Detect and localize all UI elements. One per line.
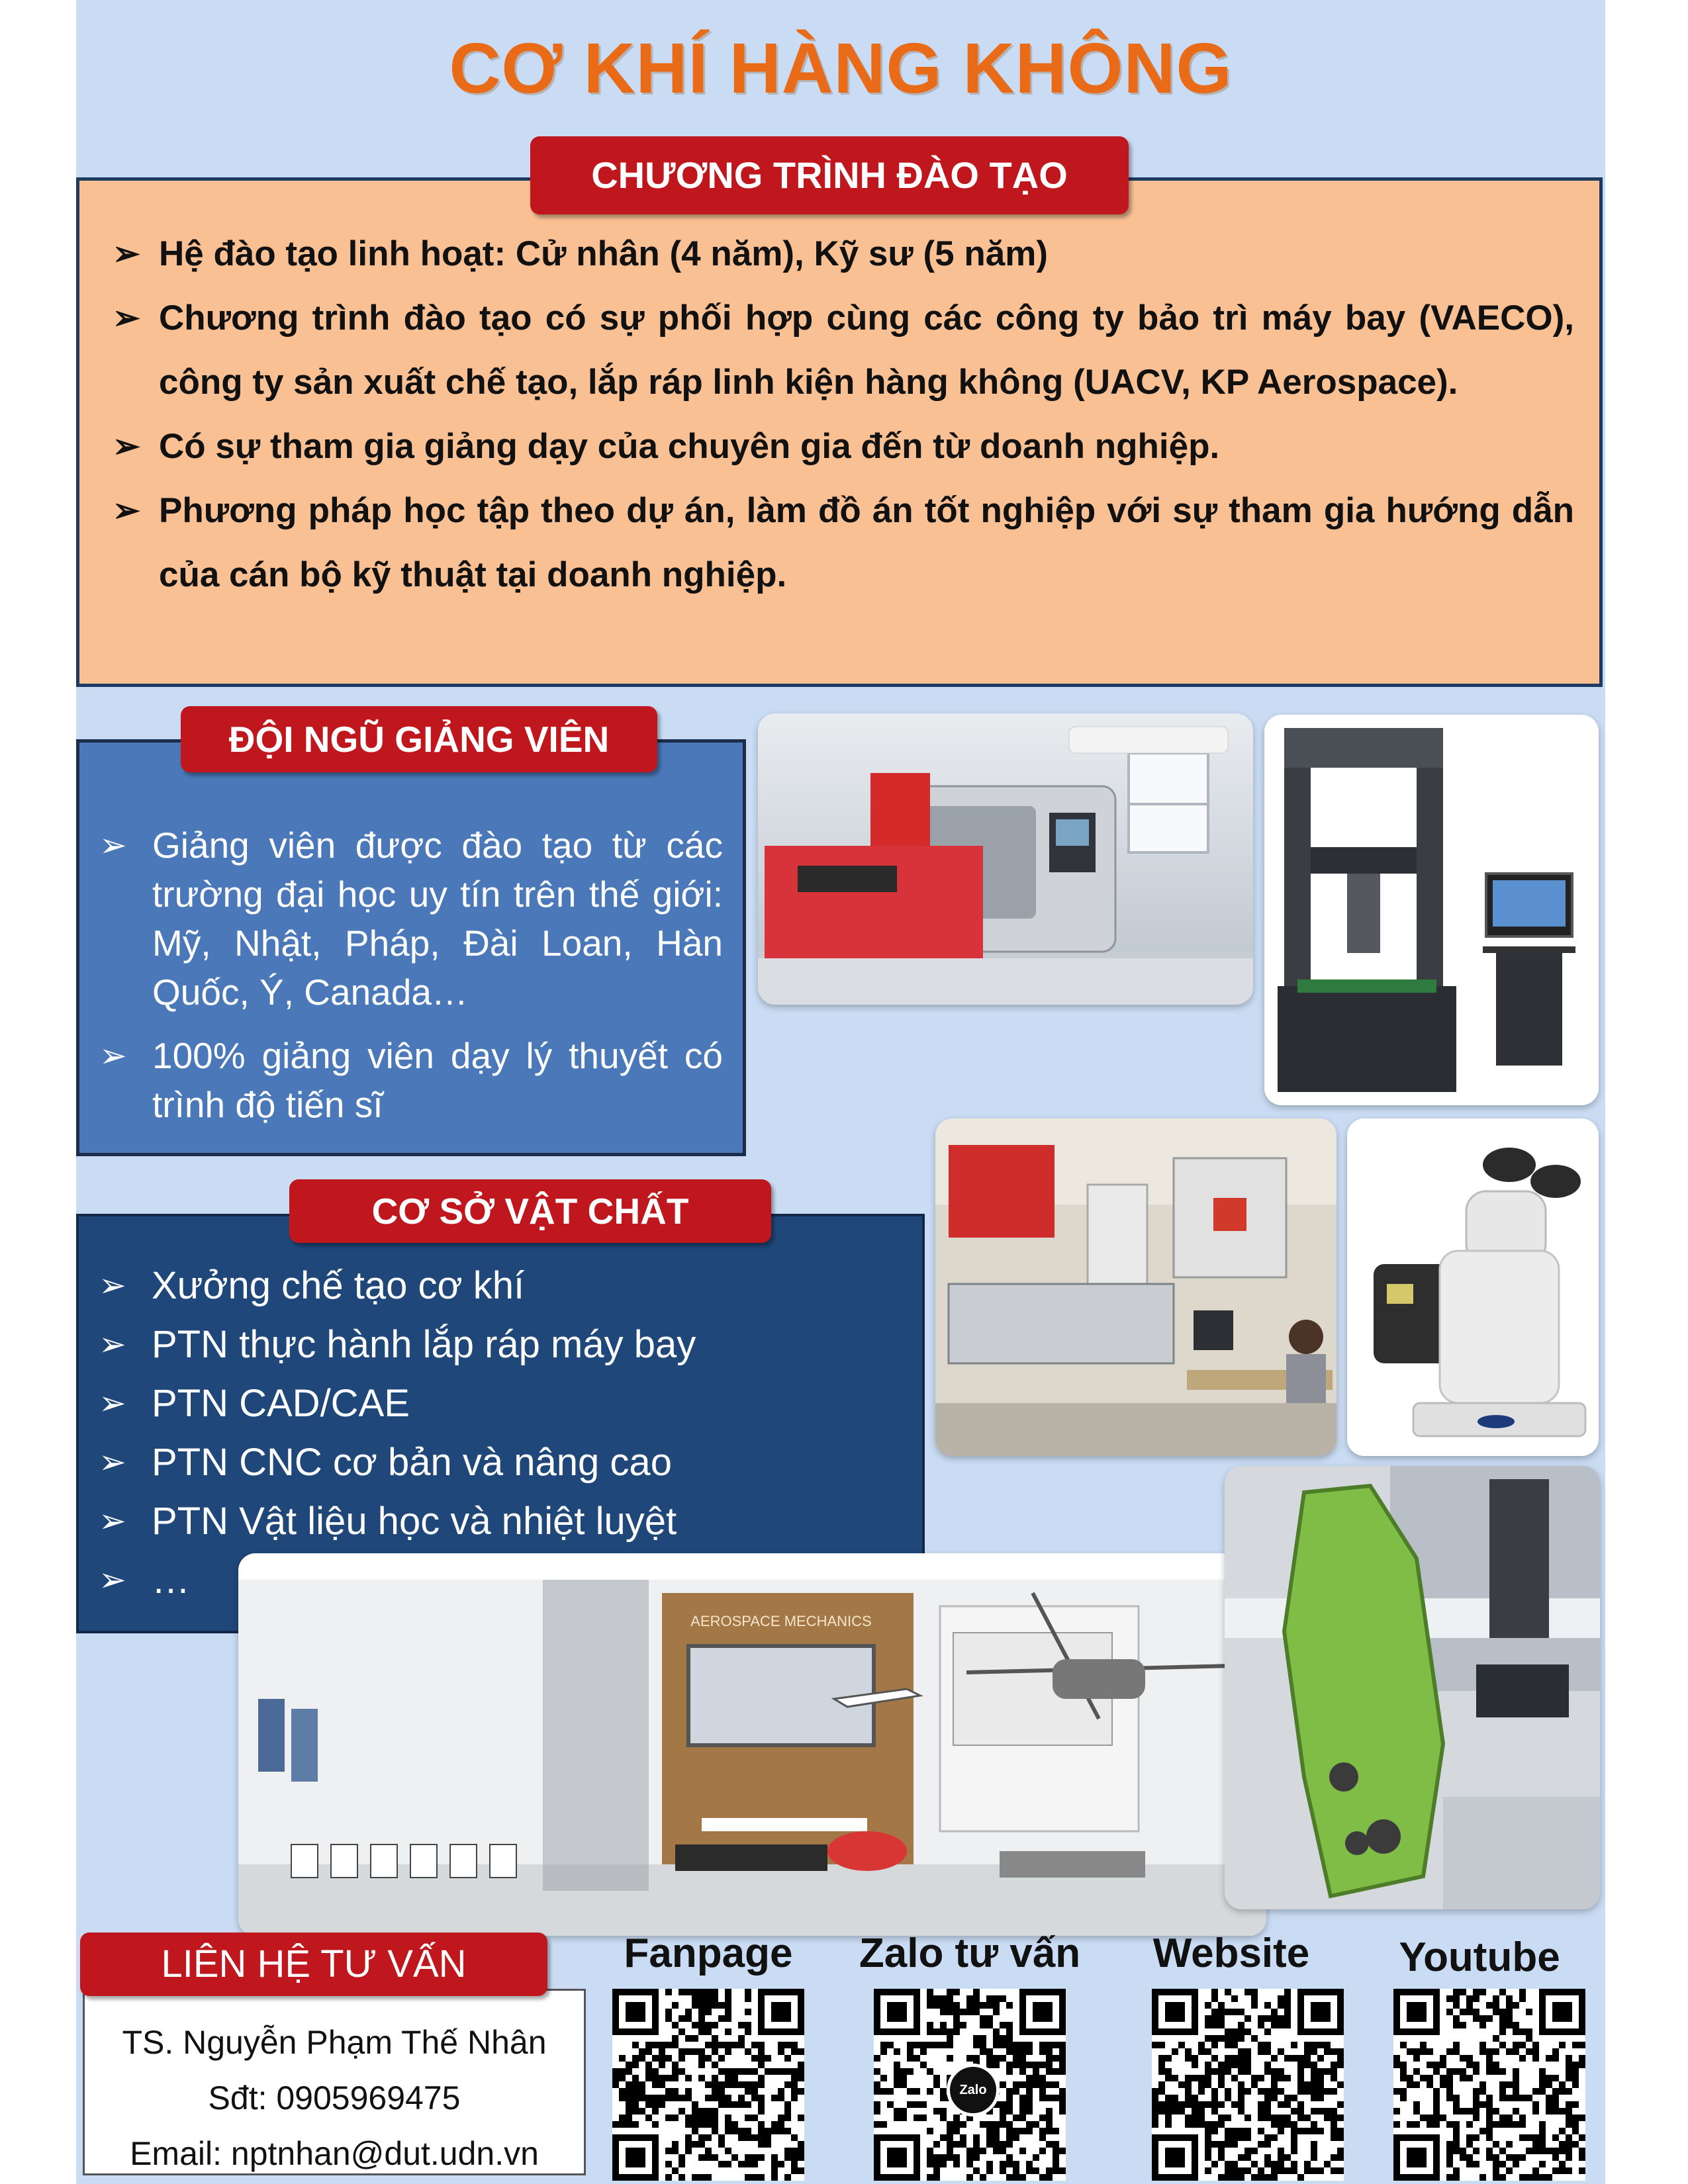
list-item: ➢ Giảng viên được đào tạo từ các trường đại học uy tín trên thế giới: Mỹ, Nhật, Pháp, Đài Loan, Hàn Quốc, Ý, Canada… [99, 821, 723, 1017]
arrow-bullet-icon: ➢ [99, 1502, 126, 1539]
list-item: ➢ Phương pháp học tập theo dự án, làm đồ án tốt nghiệp với sự tham gia hướng dẫn của cán bộ kỹ thuật tại doanh nghiệp. [113, 478, 1574, 607]
youtube-label: Youtube [1399, 1934, 1560, 1980]
microscope-photo [1347, 1118, 1599, 1456]
contact-heading: LIÊN HỆ TƯ VẤN [80, 1933, 547, 1996]
lab-wall-sign: AEROSPACE MECHANICS [690, 1613, 872, 1629]
tensile-tester-photo [1264, 715, 1599, 1105]
contact-phone: Sđt: 0905969475 [208, 2079, 461, 2116]
arrow-bullet-icon: ➢ [99, 1561, 126, 1598]
fanpage-label: Fanpage [624, 1931, 793, 1976]
list-item: ➢ Xưởng chế tạo cơ khí [99, 1256, 902, 1315]
list-item: ➢ Chương trình đào tạo có sự phối hợp cùng các công ty bảo trì máy bay (VAECO), công ty sản xuất chế tạo, lắp ráp linh kiện hàng không (UACV, KP Aerospace). [113, 286, 1574, 414]
arrow-bullet-icon: ➢ [99, 1267, 126, 1304]
list-item: ➢ Có sự tham gia giảng dạy của chuyên gia đến từ doanh nghiệp. [113, 414, 1574, 478]
staff-list [79, 743, 743, 1129]
facilities-list [79, 1216, 922, 1610]
machined-part-photo [1225, 1466, 1600, 1909]
arrow-bullet-icon: ➢ [99, 1385, 126, 1422]
arrow-bullet-icon: ➢ [99, 827, 127, 864]
poster-page [76, 0, 1605, 2184]
arrow-bullet-icon: ➢ [99, 1326, 126, 1363]
fanpage-qr-code[interactable] [612, 1989, 804, 2181]
facilities-heading: CƠ SỞ VẬT CHẤT [289, 1179, 771, 1243]
list-item: ➢ PTN thực hành lắp ráp máy bay [99, 1315, 902, 1374]
aerospace-lab-interior-photo [238, 1553, 1266, 1936]
lab-workstation-photo [935, 1118, 1336, 1456]
contact-card [83, 1989, 586, 2175]
list-item: ➢ 100% giảng viên dạy lý thuyết có trình độ tiến sĩ [99, 1031, 723, 1129]
contact-name: TS. Nguyễn Phạm Thế Nhân [122, 2024, 547, 2061]
zalo-label: Zalo tư vấn [859, 1931, 1081, 1976]
arrow-bullet-icon: ➢ [99, 1443, 126, 1480]
cnc-workshop-photo [758, 713, 1253, 1005]
website-qr-code[interactable] [1152, 1989, 1344, 2181]
staff-heading: ĐỘI NGŨ GIẢNG VIÊN [181, 706, 657, 772]
list-item: ➢ … [99, 1551, 902, 1610]
training-program-box [76, 177, 1603, 687]
poster-title: CƠ KHÍ HÀNG KHÔNG [449, 28, 1233, 108]
contact-email[interactable]: Email: nptnhan@dut.udn.vn [130, 2135, 539, 2172]
zalo-logo-icon: Zalo [947, 2064, 1000, 2116]
arrow-bullet-icon: ➢ [113, 492, 140, 529]
arrow-bullet-icon: ➢ [113, 235, 140, 272]
arrow-bullet-icon: ➢ [113, 428, 140, 465]
arrow-bullet-icon: ➢ [113, 299, 140, 336]
training-heading: CHƯƠNG TRÌNH ĐÀO TẠO [530, 136, 1129, 214]
training-list [79, 181, 1599, 607]
website-label: Website [1152, 1931, 1310, 1976]
list-item: ➢ PTN Vật liệu học và nhiệt luyệt [99, 1492, 902, 1551]
youtube-qr-code[interactable] [1393, 1989, 1585, 2181]
list-item: ➢ PTN CNC cơ bản và nâng cao [99, 1433, 902, 1492]
arrow-bullet-icon: ➢ [99, 1037, 127, 1074]
staff-box [76, 739, 746, 1156]
list-item: ➢ Hệ đào tạo linh hoạt: Cử nhân (4 năm), Kỹ sư (5 năm) [113, 222, 1574, 286]
list-item: ➢ PTN CAD/CAE [99, 1374, 902, 1433]
